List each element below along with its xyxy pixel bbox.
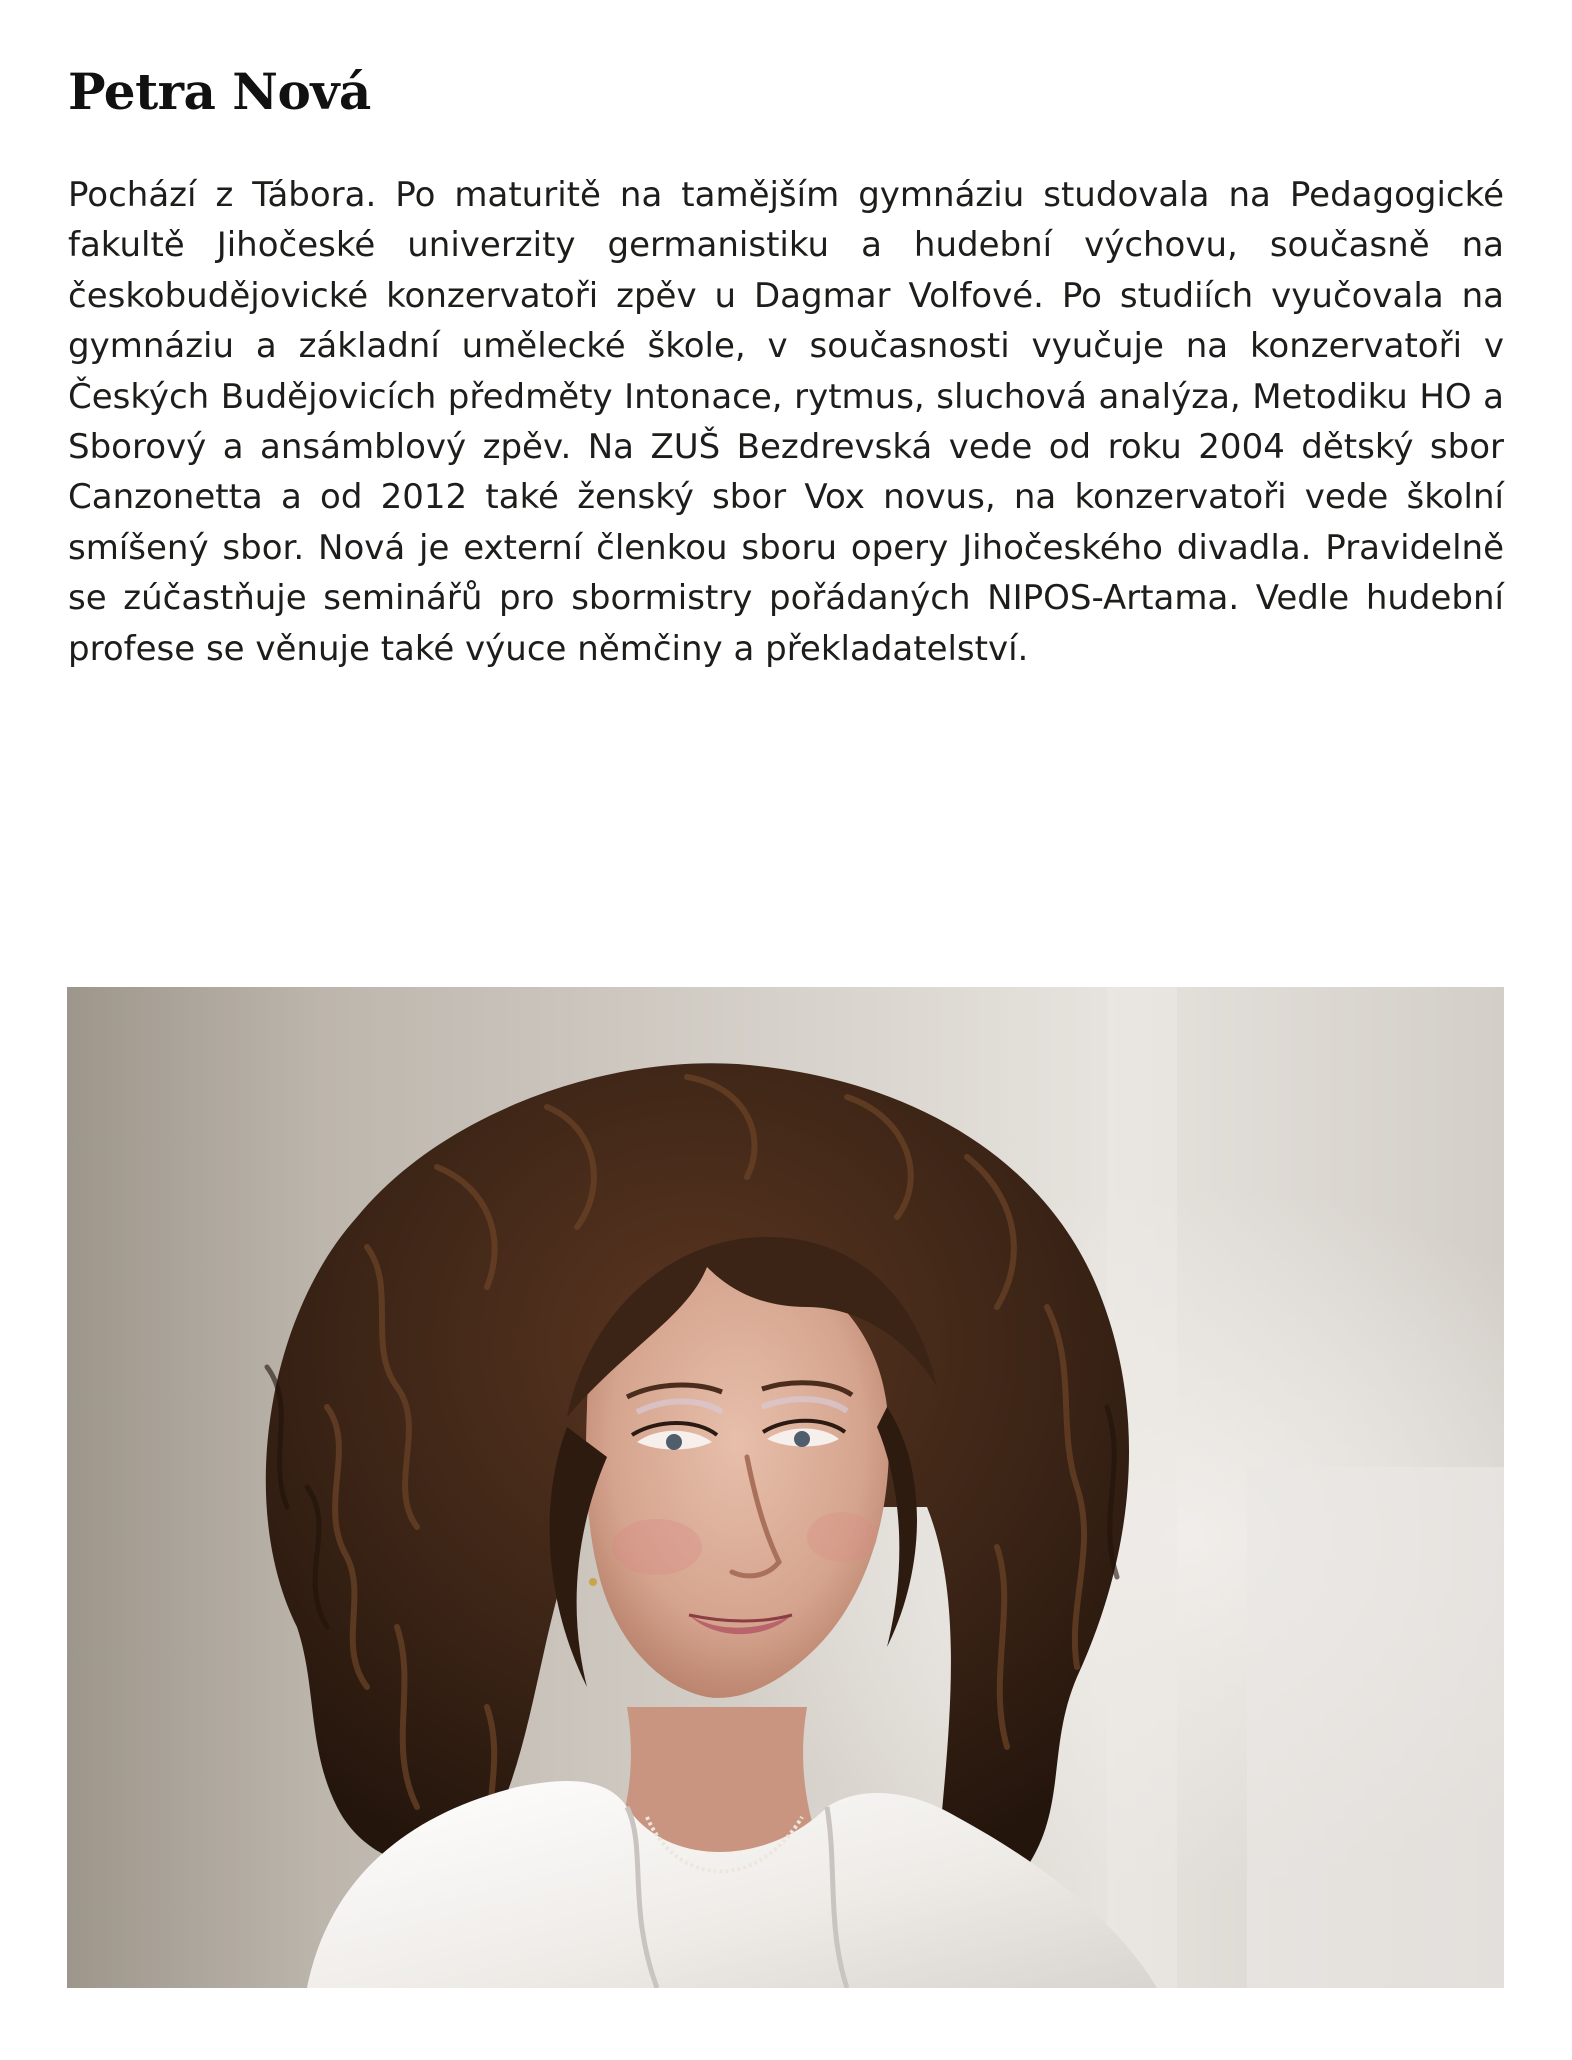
biography-text: Pochází z Tábora. Po maturitě na tamějším gymnáziu studovala na Pedagogické fakultě Jihočeské univerzity germanistiku a hudební výchovu, současně na českobudějovické konzervatoři zpěv u Dagmar Volfové. Po studiích vyučovala na gymnáziu a základní umělecké škole, v současnosti vyučuje na konzervatoři v Českých Budějovicích předměty Intonace, rytmus, sluchová analýza, Metodiku HO a Sborový a ansámblový zpěv. Na ZUŠ Bezdrevská vede od roku 2004 dětský sbor Canzonetta a od 2012 také ženský sbor Vox novus, na konzervatoři vede školní smíšený sbor. Nová je externí členkou sboru opery Jihočeského divadla. Pravidelně se zúčastňuje seminářů pro sbormistry pořádaných NIPOS-Artama. Vedle hudební profese se věnuje také výuce němčiny a překladatelství. xyxy=(68,175,1504,669)
portrait-photo xyxy=(67,987,1504,1988)
person-name: Petra Nová xyxy=(68,62,371,121)
portrait-photo-icon xyxy=(67,987,1504,1988)
